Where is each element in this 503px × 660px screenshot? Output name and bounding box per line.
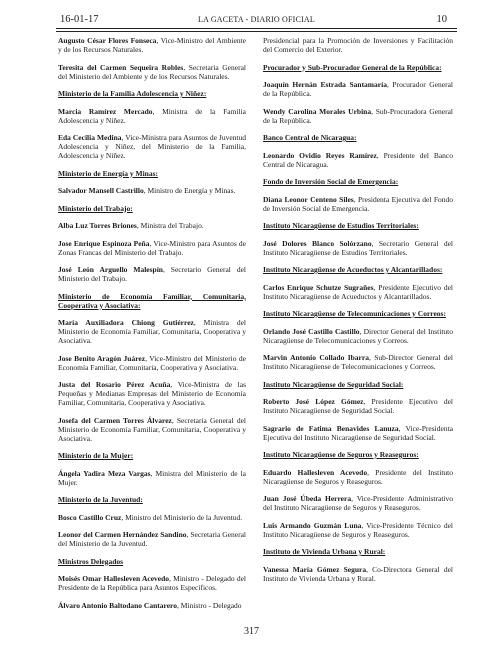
official-entry (58, 469, 246, 487)
official-entry (58, 574, 246, 592)
official-role: , Director General del Instituto Nicaragüense de Telecomunicaciones y Correos. (263, 326, 453, 345)
official-role: , Vice-Ministro del Ambiente y de los Recursos Naturales. (58, 36, 247, 54)
official-role: , Vice-Presidenta Ejecutiva del Instituto Nicaragüense de Seguridad Social. (263, 423, 453, 442)
official-role: , Secretario General del Instituto Nicaragüense de Estudios Territoriales. (263, 238, 453, 257)
official-name: Marcia Ramírez Mercado (58, 106, 153, 116)
header-rule-bottom (56, 31, 457, 32)
official-name: María Auxiliadora Chiong Gutiérrez (58, 318, 194, 327)
section-heading: Ministerio de la Mujer: (58, 451, 134, 460)
official-name: Vanessa María Gómez Segura (263, 564, 367, 574)
official-role: , Procurador General de la República. (263, 80, 453, 98)
official-name: Bosco Castillo Cruz (58, 512, 122, 522)
section-heading: Banco Central de Nicaragua: (263, 133, 357, 142)
section-heading: Procurador y Sub-Procurador General de la República: (263, 62, 442, 72)
official-role: , Vice-Ministro para Asuntos de Zonas Francas del Ministerio del Trabajo. (58, 238, 246, 257)
official-role: , Vice-Ministra de las Pequeñas y Medianas Empresas del Ministerio de Economía Familiar, Comunitaria, Cooperativa y Asociativa. (58, 380, 246, 407)
section-heading: Instituto Nicaragüense de Telecomunicaciones y Correos: (263, 309, 446, 318)
official-name: Roberto José López Gómez (263, 397, 364, 406)
official-role: , Ministra de la Familia Adolescencia y Niñez. (58, 106, 246, 125)
header-publication: LA GACETA - DIARIO OFICIAL (198, 15, 315, 24)
official-role: , Ministro del Ministerio de la Juventud. (121, 512, 243, 522)
official-name: Leonardo Ovidio Reyes Ramírez (263, 150, 377, 160)
official-role: , Sub-Procuradora General de la República. (263, 106, 453, 125)
section-heading: Ministerio del Trabajo: (58, 203, 133, 213)
official-role: , Secretaria General del Ministerio de la Juventud. (58, 530, 247, 548)
official-role: , Presidente del Instituto Nicaragüense de Seguros y Reaseguros. (263, 467, 454, 486)
official-role: , Vice-Presidente Administrativo del Instituto Nicaragüense de Seguros y Reaseguros. (263, 494, 453, 512)
official-name: Sagrario de Fatima Benavides Lanuza (263, 423, 399, 433)
official-name: Justa del Rosario Pérez Acuña (58, 380, 171, 389)
official-role: , Presidente del Banco Central de Nicaragua. (263, 150, 453, 169)
official-entry (58, 354, 246, 372)
section-heading: Fondo de Inversión Social de Emergencia: (263, 177, 399, 186)
section-heading: Ministerio de la Juventud: (58, 495, 143, 504)
official-entry (58, 133, 246, 160)
official-role: , Ministro - Delegado del Presidente de la República para Asuntos Específicos. (58, 574, 247, 592)
official-name: Marvin Antonio Collado Ibarra (263, 353, 369, 362)
official-entry (58, 380, 246, 407)
official-entry (58, 63, 246, 81)
official-entry (263, 521, 453, 539)
section-heading: Ministerio de Energía y Minas: (58, 168, 158, 178)
section-heading: Instituto Nicaragüense de Acueductos y Alcantarillados: (263, 265, 443, 274)
header-page-number: 10 (436, 14, 447, 25)
section-heading: Instituto Nicaragüense de Seguridad Social: (263, 379, 404, 389)
official-role: , Secretaria General del Ministerio del Ambiente y de los Recursos Naturales. (58, 62, 246, 81)
official-entry (263, 397, 453, 415)
official-role: , Ministro - Delegado (176, 600, 242, 610)
official-role: , Presidenta Ejecutiva del Fondo de Inversión Social de Emergencia. (263, 194, 453, 213)
official-name: Álvaro Antonio Baltodano Cantarero (58, 600, 177, 610)
official-entry (58, 513, 246, 522)
header-date: 16-01-17 (60, 14, 99, 25)
official-entry (263, 283, 453, 301)
official-entry (263, 151, 453, 169)
official-entry (58, 36, 246, 54)
official-entry (263, 327, 453, 345)
official-entry (263, 353, 453, 371)
official-name: Josefa del Carmen Torres Álvarez (58, 415, 172, 425)
official-name: Orlando José Castillo Castillo (263, 326, 360, 336)
official-role: , Ministro de Energía y Minas. (143, 186, 236, 195)
official-role: , Vice-Ministro del Ministerio de Economía Familiar, Comunitaria, Cooperativa y Asociativa. (58, 353, 246, 372)
section-heading: Instituto Nicaragüense de Estudios Territoriales: (263, 221, 419, 230)
official-role: , Ministra del Ministerio de Economía Familiar, Comunitaria, Cooperativa y Asociativa. (58, 318, 247, 345)
official-entry (263, 468, 453, 486)
official-entry (58, 239, 246, 257)
footer-page-number: 317 (244, 626, 259, 637)
official-entry (263, 195, 453, 213)
official-name: Salvador Mansell Castrillo (58, 186, 144, 195)
official-role: , Presidente Ejecutivo del Instituto Nicaragüense de Acueductos y Alcantarillados. (263, 282, 453, 301)
official-name: Teresita del Carmen Sequeira Robles (58, 62, 184, 72)
official-entry (58, 221, 246, 230)
official-role: , Co-Directora General del Instituto de Vivienda Urbana y Rural. (263, 564, 454, 583)
official-name: Alba Luz Torres Briones (58, 221, 137, 230)
official-entry (58, 601, 246, 610)
official-role: , Sub-Director General del Instituto Nicaragüense de Telecomunicaciones y Correos. (263, 353, 453, 371)
official-name: Jose Benito Aragón Juárez (58, 353, 146, 363)
official-entry (263, 424, 453, 442)
right-column (263, 36, 453, 591)
official-role: , Ministra del Ministerio de la Mujer. (58, 468, 246, 487)
official-entry (263, 80, 453, 98)
official-entry (263, 107, 453, 125)
official-name: Ángela Yadira Meza Vargas (58, 468, 151, 478)
official-name: Leonor del Carmen Hernández Sandino (58, 530, 187, 539)
official-entry (58, 265, 246, 283)
section-heading: Ministros Delegados (58, 556, 124, 566)
official-name: José León Arguello Malespín (58, 265, 163, 274)
official-name: Wendy Carolina Morales Urbina (263, 106, 372, 116)
official-name: Eduardo Hallesleven Acevedo (263, 467, 368, 477)
official-entry (263, 239, 453, 257)
official-role: , Secretaria General del Ministerio de Economía Familiar, Comunitaria, Cooperativa y Asociativa. (58, 415, 246, 443)
official-entry (58, 186, 246, 195)
official-name: Juan José Úbeda Herrera (263, 494, 352, 503)
official-name: José Dolores Blanco Solórzano (263, 238, 372, 248)
official-name: Carlos Enrique Schutze Sugrañes (263, 282, 374, 292)
official-entry (58, 530, 246, 548)
section-heading: Instituto de Vivienda Urbana y Rural: (263, 547, 386, 556)
official-name: Augusto César Flores Fonseca (58, 36, 157, 45)
official-name: Luis Armando Guzmán Luna (263, 520, 362, 530)
official-entry (58, 416, 246, 443)
official-role: , Ministra del Trabajo. (136, 221, 204, 230)
official-name: Moisés Omar Hallesleven Acevedo (58, 574, 170, 583)
official-name: Joaquín Hernán Estrada Santamaría (263, 80, 387, 89)
official-entry (263, 36, 453, 54)
page-header (56, 13, 457, 26)
left-column (58, 36, 246, 618)
official-role: , Vice-Presidente Técnico del Instituto Nicaragüense de Seguros y Reaseguros. (263, 520, 453, 539)
header-rule-top (56, 28, 457, 29)
official-role: Presidencial para la Promoción de Inversiones y Facilitación del Comercio del Exterior. (263, 36, 453, 54)
official-entry (58, 318, 246, 345)
official-entry (263, 565, 453, 583)
section-heading: Instituto Nicaragüense de Seguros y Reaseguros: (263, 450, 419, 459)
official-entry (263, 494, 453, 512)
section-heading: Ministerio de la Familia Adolescencia y Niñez: (58, 89, 207, 98)
official-name: Diana Leonor Centeno Siles (263, 194, 354, 204)
official-role: , Secretario General del Ministerio del Trabajo. (58, 265, 246, 283)
official-name: Jose Enrique Espinoza Peña (58, 238, 150, 248)
official-role: , Vice-Ministra para Asuntos de Juventud Adolescencia y Niñez, del Ministerio de la Familia, Adolescencia y Niñez. (58, 133, 246, 160)
section-heading: Ministerio de Economía Familiar, Comunitaria, Cooperativa y Asociativa: (58, 291, 246, 310)
official-name: Eda Cecilia Medina (58, 133, 122, 142)
official-entry (58, 107, 246, 125)
official-role: , Presidente Ejecutivo del Instituto Nicaragüense de Seguridad Social. (263, 397, 453, 415)
